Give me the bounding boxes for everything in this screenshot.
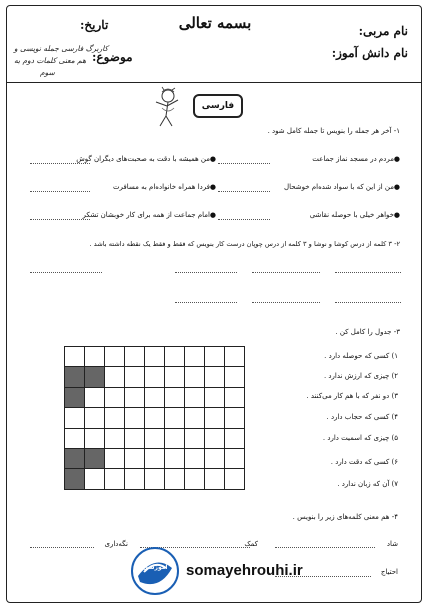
grid-cell[interactable] xyxy=(125,347,145,367)
grid-cell[interactable] xyxy=(145,428,165,448)
q3-clue-4: ۴) کسی که حجاب دارد . xyxy=(326,413,398,421)
bullet-icon: ● xyxy=(209,155,216,163)
grid-cell[interactable] xyxy=(225,387,245,407)
grid-cell[interactable] xyxy=(225,428,245,448)
character-illustration xyxy=(150,86,186,128)
answer-line xyxy=(218,191,270,192)
answer-line xyxy=(218,219,270,220)
q1-item-3: من از این که با سواد شده‌ام خوشحال xyxy=(284,183,394,191)
answer-line xyxy=(30,272,102,273)
grid-cell[interactable] xyxy=(65,408,85,428)
grid-row xyxy=(65,469,245,489)
grid-cell[interactable] xyxy=(125,469,145,489)
answer-line xyxy=(175,302,237,303)
q2-heading: ۲- ۳ کلمه از درس کوشا و نوشا و ۳ کلمه از درس چوپان درست کار بنویس که فقط و فقط یک نقطه داشته باشد . xyxy=(89,240,400,248)
q4-heading: ۴- هم معنی کلمه‌های زیر را بنویس . xyxy=(292,513,398,521)
grid-row xyxy=(65,408,245,428)
grid-cell[interactable] xyxy=(105,408,125,428)
grid-row xyxy=(65,448,245,468)
grid-cell[interactable] xyxy=(65,448,85,468)
q4-word-negahdari: نگه‌داری xyxy=(104,540,128,548)
grid-row xyxy=(65,387,245,407)
bullet-icon: ● xyxy=(393,183,400,191)
grid-row xyxy=(65,367,245,387)
grid-cell[interactable] xyxy=(145,367,165,387)
subject-label: موضوع: xyxy=(92,50,133,64)
answer-line xyxy=(30,547,94,548)
grid-cell[interactable] xyxy=(105,448,125,468)
crossword-grid xyxy=(64,346,245,490)
grid-cell[interactable] xyxy=(165,408,185,428)
grid-cell[interactable] xyxy=(85,367,105,387)
grid-cell[interactable] xyxy=(125,387,145,407)
grid-cell[interactable] xyxy=(145,469,165,489)
logo-text: آموزشی xyxy=(142,564,168,571)
grid-cell[interactable] xyxy=(185,428,205,448)
q3-clue-5: ۵) چیزی که اسمیت دارد . xyxy=(322,434,398,442)
answer-line xyxy=(252,302,320,303)
answer-line xyxy=(30,191,90,192)
section-title: فارسی xyxy=(193,94,243,118)
site-logo xyxy=(130,546,180,596)
answer-line xyxy=(218,163,270,164)
answer-line xyxy=(175,272,237,273)
grid-cell[interactable] xyxy=(205,448,225,468)
grid-cell[interactable] xyxy=(205,387,225,407)
grid-cell[interactable] xyxy=(225,347,245,367)
subject-value-line3: سوم xyxy=(40,68,55,77)
teacher-name-label: نام مربی: xyxy=(358,24,408,38)
q1-item-1: مردم در مسجد نماز جماعت xyxy=(312,155,394,163)
bullet-icon: ● xyxy=(393,211,400,219)
q3-clue-3: ۳) دو نفر که با هم کار می‌کنند . xyxy=(306,392,398,400)
grid-cell[interactable] xyxy=(85,408,105,428)
grid-cell[interactable] xyxy=(125,448,145,468)
q1-item-4: فردا همراه خانواده‌ام به مسافرت xyxy=(112,183,210,191)
answer-line xyxy=(335,302,401,303)
q1-item-2: من همیشه با دقت به صحبت‌های دیگران گوش xyxy=(76,155,210,163)
q4-word-komak: کمک xyxy=(244,540,258,548)
grid-cell[interactable] xyxy=(85,448,105,468)
grid-cell[interactable] xyxy=(185,469,205,489)
grid-cell[interactable] xyxy=(85,347,105,367)
grid-cell[interactable] xyxy=(165,428,185,448)
answer-line xyxy=(275,547,375,548)
grid-cell[interactable] xyxy=(225,367,245,387)
grid-cell[interactable] xyxy=(225,448,245,468)
grid-cell[interactable] xyxy=(205,428,225,448)
q3-clue-1: ۱) کسی که حوصله دارد . xyxy=(324,352,398,360)
answer-line xyxy=(30,163,90,164)
grid-cell[interactable] xyxy=(145,408,165,428)
subject-value-line1: کاربرگ فارسی جمله نویسی و xyxy=(14,44,109,53)
grid-cell[interactable] xyxy=(185,367,205,387)
grid-cell[interactable] xyxy=(165,347,185,367)
grid-cell[interactable] xyxy=(65,469,85,489)
student-name-label: نام دانش آموز: xyxy=(331,46,408,60)
q3-clue-7: ۷) آن که زبان ندارد . xyxy=(337,480,398,488)
subject-value-line2: هم معنی کلمات دوم به xyxy=(14,56,87,65)
grid-cell[interactable] xyxy=(185,347,205,367)
answer-line xyxy=(30,219,90,220)
grid-cell[interactable] xyxy=(125,408,145,428)
grid-cell[interactable] xyxy=(125,428,145,448)
grid-cell[interactable] xyxy=(105,367,125,387)
watermark-url[interactable]: somayehrouhi.ir xyxy=(186,562,303,579)
grid-row xyxy=(65,428,245,448)
grid-cell[interactable] xyxy=(65,347,85,367)
q3-clue-6: ۶) کسی که دقت دارد . xyxy=(330,458,398,466)
grid-cell[interactable] xyxy=(65,387,85,407)
grid-cell[interactable] xyxy=(205,347,225,367)
header-divider xyxy=(6,82,422,83)
bullet-icon: ● xyxy=(393,155,400,163)
bullet-icon: ● xyxy=(209,183,216,191)
grid-cell[interactable] xyxy=(165,469,185,489)
grid-cell[interactable] xyxy=(185,408,205,428)
grid-cell[interactable] xyxy=(65,367,85,387)
grid-cell[interactable] xyxy=(105,469,125,489)
grid-cell[interactable] xyxy=(85,387,105,407)
grid-cell[interactable] xyxy=(145,387,165,407)
answer-line xyxy=(252,272,320,273)
q1-item-5: خواهر خیلی با حوصله نقاشی xyxy=(309,211,394,219)
q4-word-shad: شاد xyxy=(386,540,398,548)
answer-line xyxy=(335,272,401,273)
grid-cell[interactable] xyxy=(105,387,125,407)
q3-clue-2: ۲) چیزی که ارزش ندارد . xyxy=(323,372,398,380)
q3-heading: ۳- جدول را کامل کن . xyxy=(335,328,400,336)
q4-word-ehtiaj: احتیاج xyxy=(380,568,398,576)
grid-cell[interactable] xyxy=(105,347,125,367)
grid-cell[interactable] xyxy=(205,469,225,489)
grid-cell[interactable] xyxy=(165,367,185,387)
page-title: بسمه تعالی xyxy=(178,14,252,32)
grid-cell[interactable] xyxy=(85,469,105,489)
grid-cell[interactable] xyxy=(225,408,245,428)
grid-cell[interactable] xyxy=(165,448,185,468)
grid-cell[interactable] xyxy=(125,367,145,387)
grid-cell[interactable] xyxy=(225,469,245,489)
grid-cell[interactable] xyxy=(205,408,225,428)
grid-cell[interactable] xyxy=(205,367,225,387)
date-label: تاریخ: xyxy=(80,18,109,32)
grid-cell[interactable] xyxy=(185,448,205,468)
grid-row xyxy=(65,347,245,367)
grid-cell[interactable] xyxy=(165,387,185,407)
grid-cell[interactable] xyxy=(145,347,165,367)
bullet-icon: ● xyxy=(209,211,216,219)
q1-item-6: امام جماعت از همه برای کار خوبشان تشکر xyxy=(82,211,210,219)
grid-cell[interactable] xyxy=(105,428,125,448)
q1-heading: ۱- آخر هر جمله را بنویس تا جمله کامل شود . xyxy=(267,127,400,135)
grid-cell[interactable] xyxy=(145,448,165,468)
grid-cell[interactable] xyxy=(185,387,205,407)
grid-cell[interactable] xyxy=(65,428,85,448)
grid-cell[interactable] xyxy=(85,428,105,448)
